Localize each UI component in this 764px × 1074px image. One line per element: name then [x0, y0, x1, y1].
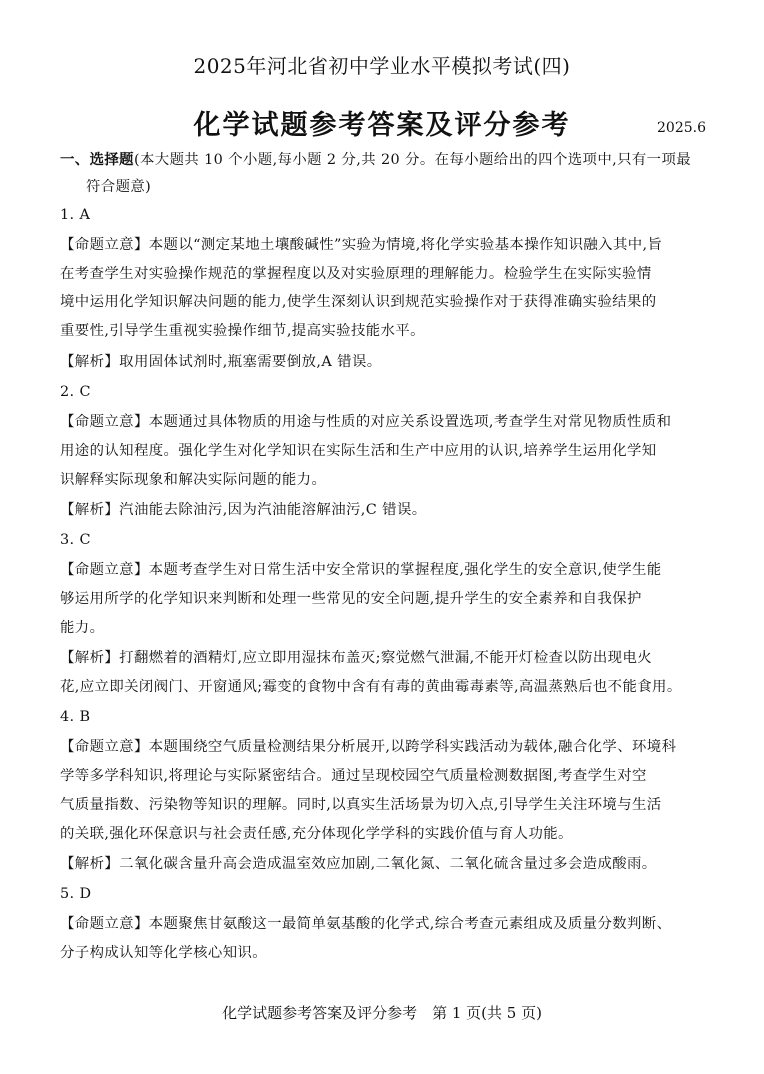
document-date: 2025.6 [657, 120, 706, 136]
intent-line: 学等多学科知识,将理论与实际紧密结合。通过呈现校园空气质量检测数据图,考查学生对空 [60, 768, 647, 784]
analysis-line: 【解析】二氧化碳含量升高会造成温室效应加剧,二氧化氮、二氧化硫含量过多会造成酸雨。 [60, 856, 657, 872]
answer-number: 3. C [60, 532, 91, 548]
analysis-line: 【解析】汽油能去除油污,因为汽油能溶解油污,C 错误。 [60, 502, 427, 518]
intent-line: 在考查学生对实验操作规范的掌握程度以及对实验原理的理解能力。检验学生在实际实验情 [60, 266, 652, 282]
intent-line: 【命题立意】本题以“测定某地土壤酸碱性”实验为情境,将化学实验基本操作知识融入其中,旨 [60, 237, 663, 253]
intent-line: 境中运用化学知识解决问题的能力,使学生深刻认识到规范实验操作对于获得准确实验结果的 [60, 294, 657, 310]
section-description: (本大题共 10 个小题,每小题 2 分,共 20 分。在每小题给出的四个选项中,只有一项最 [133, 152, 692, 168]
intent-line: 识解释实际现象和解决实际问题的能力。 [60, 472, 327, 488]
page-footer: 化学试题参考答案及评分参考 第 1 页(共 5 页) [222, 1004, 542, 1022]
answer-number: 2. C [60, 384, 91, 400]
exam-title: 2025年河北省初中学业水平模拟考试(四) [193, 54, 571, 78]
intent-line: 【命题立意】本题聚焦甘氨酸这一最简单氨基酸的化学式,综合考查元素组成及质量分数判断、 [60, 916, 672, 932]
analysis-line: 花,应立即关闭阀门、开窗通风;霉变的食物中含有有毒的黄曲霉毒素等,高温蒸熟后也不能食用。 [60, 679, 682, 695]
intent-line: 气质量指数、污染物等知识的理解。同时,以真实生活场景为切入点,引导学生关注环境与生活 [60, 797, 662, 813]
answer-number: 4. B [60, 709, 91, 725]
answer-number: 5. D [60, 886, 92, 902]
intent-line: 用途的认知程度。强化学生对化学知识在实际生活和生产中应用的认识,培养学生运用化学知 [60, 443, 657, 459]
document-title: 化学试题参考答案及评分参考 [193, 110, 571, 141]
intent-line: 分子构成认知等化学核心知识。 [60, 945, 268, 961]
intent-line: 【命题立意】本题考查学生对日常生活中安全常识的掌握程度,强化学生的安全意识,使学生能 [60, 562, 662, 578]
section-heading-line [60, 150, 708, 170]
intent-line: 能力。 [60, 620, 105, 636]
intent-line: 【命题立意】本题通过具体物质的用途与性质的对应关系设置选项,考查学生对常见物质性质和 [60, 414, 672, 430]
intent-line: 重要性,引导学生重视实验操作细节,提高实验技能水平。 [60, 323, 425, 339]
intent-line: 【命题立意】本题围绕空气质量检测结果分析展开,以跨学科实践活动为载体,融合化学、环境科 [60, 739, 677, 755]
intent-line: 够运用所学的化学知识来判断和处理一些常见的安全问题,提升学生的安全素养和自我保护 [60, 591, 642, 607]
intent-line: 的关联,强化环保意识与社会责任感,充分体现化学学科的实践价值与育人功能。 [60, 826, 573, 842]
analysis-line: 【解析】打翻燃着的酒精灯,应立即用湿抹布盖灭;察觉燃气泄漏,不能开灯检查以防出现电火 [60, 650, 653, 666]
analysis-line: 【解析】取用固体试剂时,瓶塞需要倒放,A 错误。 [60, 354, 382, 370]
answer-number: 1. A [60, 207, 91, 223]
section-heading: 一、选择题 [60, 151, 134, 168]
section-description-continued: 符合题意) [86, 179, 152, 195]
